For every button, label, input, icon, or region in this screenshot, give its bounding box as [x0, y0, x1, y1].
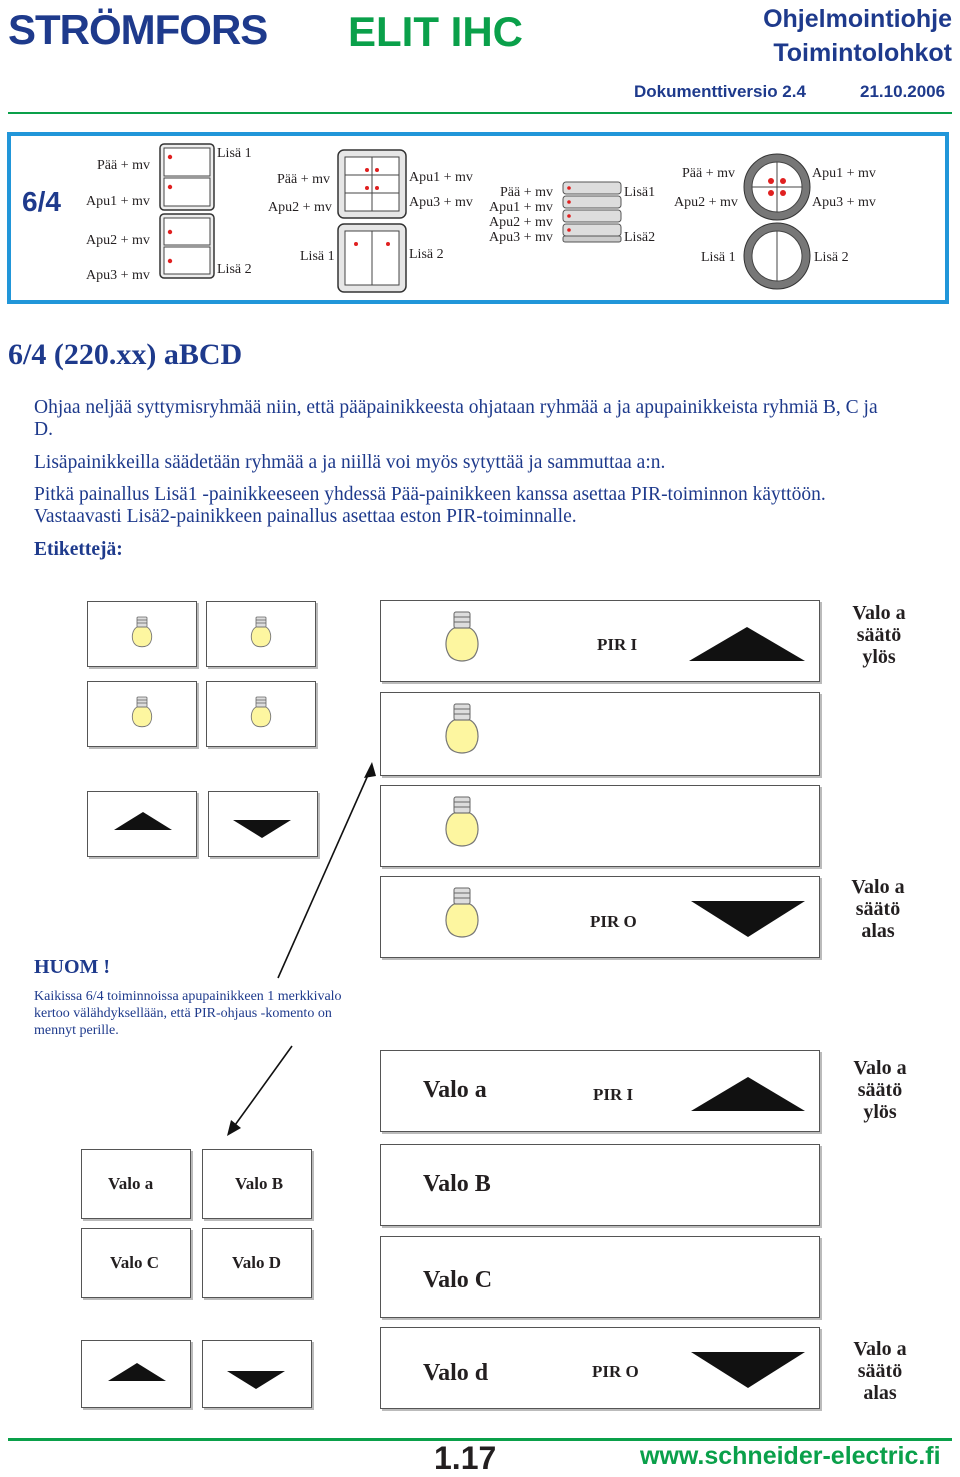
- label-card-valo-a-pir-on: [380, 1050, 820, 1132]
- valo-d-text: Valo d: [423, 1360, 489, 1386]
- function-code: 6/4: [22, 186, 61, 217]
- caption-valo-saato-ylos: [848, 602, 910, 668]
- label-card-valo-b: [380, 1144, 820, 1226]
- label-lisa2: Lisä 2: [217, 262, 252, 277]
- pointer-arrows: [220, 760, 380, 1140]
- label-card-bulb: [87, 601, 197, 667]
- pir-on-label: PIR I: [593, 1085, 634, 1104]
- label-lisa2-compact: Lisä2: [624, 230, 656, 245]
- caption-line: Valo a: [852, 602, 906, 624]
- label-card-bulb: [87, 681, 197, 747]
- caption-line: alas: [863, 1382, 897, 1404]
- section-heading: 6/4 (220.xx) aBCD: [8, 338, 243, 371]
- document-date: 21.10.2006: [860, 82, 946, 101]
- label-card-valo-b-small: [202, 1149, 312, 1219]
- label-paa-mv-3: Pää + mv: [500, 185, 553, 200]
- valo-c-text: Valo C: [423, 1267, 493, 1293]
- arrow-down-icon: [689, 1350, 807, 1390]
- caption-line: ylös: [863, 1101, 897, 1123]
- valo-b-text: Valo B: [235, 1174, 284, 1193]
- label-lisa1-2: Lisä 1: [300, 249, 335, 264]
- valo-b-text: Valo B: [423, 1171, 491, 1197]
- document-title: [763, 2, 952, 70]
- light-bulb-icon: [443, 796, 481, 858]
- label-lisa1-compact: Lisä1: [624, 185, 656, 200]
- label-card-pir-on-up: [380, 600, 820, 682]
- valo-c-text: Valo C: [110, 1253, 159, 1272]
- label-lisa1-4: Lisä 1: [701, 250, 736, 265]
- label-lisa2-4: Lisä 2: [814, 250, 849, 265]
- caption-line: säätö: [855, 898, 901, 920]
- website-link[interactable]: www.schneider-electric.fi: [640, 1442, 941, 1470]
- label-apu3-mv-3: Apu3 + mv: [489, 230, 553, 245]
- label-card-valo-d-pir-off: [380, 1327, 820, 1409]
- caption-line: säätö: [857, 1360, 903, 1382]
- pir-off-label: PIR O: [592, 1362, 639, 1381]
- label-card-bulb: [206, 601, 316, 667]
- valo-d-text: Valo D: [232, 1253, 281, 1272]
- label-card-valo-c: [380, 1236, 820, 1318]
- label-apu2-mv-4: Apu2 + mv: [674, 195, 738, 210]
- light-bulb-icon: [249, 616, 273, 654]
- document-title-line1: Ohjelmointiohje: [763, 5, 952, 33]
- light-bulb-icon: [130, 696, 154, 734]
- product-name: ELIT IHC: [348, 8, 523, 55]
- arrow-down-icon: [689, 899, 807, 939]
- label-apu3-mv: Apu3 + mv: [86, 268, 150, 283]
- paragraph-2: Lisäpainikkeilla säädetään ryhmää a ja niillä voi myös sytyttää ja sammuttaa a:n.: [34, 452, 666, 473]
- document-title-line2: Toimintolohkot: [773, 39, 952, 67]
- label-apu1-mv-3: Apu1 + mv: [489, 200, 553, 215]
- page-number: 1.17: [434, 1440, 497, 1476]
- rocker-switch-double-icon: [158, 140, 216, 280]
- arrow-up-icon: [106, 1361, 168, 1383]
- arrow-down-icon: [225, 1369, 287, 1391]
- label-card-bulb-large: [380, 692, 820, 776]
- arrow-up-icon: [689, 1075, 807, 1113]
- paragraph-1: Ohjaa neljää syttymisryhmää niin, että pääpainikkeesta ohjataan ryhmää a ja apupainikkeista ryhmiä B, C ja D.: [34, 397, 878, 440]
- light-bulb-icon: [443, 887, 481, 949]
- label-apu2-mv-2: Apu2 + mv: [268, 200, 332, 215]
- label-card-arrow-up: [81, 1340, 191, 1408]
- label-apu1-mv: Apu1 + mv: [86, 194, 150, 209]
- note-title: HUOM !: [34, 956, 111, 978]
- label-paa-mv: Pää + mv: [97, 158, 150, 173]
- caption-valo-saato-ylos-2: [849, 1057, 911, 1123]
- caption-line: säätö: [856, 624, 902, 646]
- label-apu1-mv-2: Apu1 + mv: [409, 170, 473, 185]
- valo-a-text: Valo a: [423, 1077, 487, 1103]
- label-card-pir-off-down: [380, 876, 820, 958]
- label-card-bulb-large: [380, 785, 820, 867]
- label-apu3-mv-2: Apu3 + mv: [409, 195, 473, 210]
- light-bulb-icon: [249, 696, 273, 734]
- paragraph-3: Pitkä painallus Lisä1 -painikkeeseen yhdessä Pää-painikkeen kanssa asettaa PIR-toiminnon käyttöön. Vastaavasti Lisä2-painikkeen painallus asettaa eston PIR-toiminnalle.: [34, 484, 826, 527]
- label-paa-mv-4: Pää + mv: [682, 166, 735, 181]
- label-card-bulb: [206, 681, 316, 747]
- label-apu2-mv-3: Apu2 + mv: [489, 215, 553, 230]
- arrow-up-icon: [112, 810, 174, 832]
- label-apu1-mv-4: Apu1 + mv: [812, 166, 876, 181]
- round-switch-icon: [742, 150, 812, 290]
- arrow-up-icon: [687, 625, 807, 663]
- pir-on-label: PIR I: [597, 635, 638, 654]
- document-version: Dokumenttiversio 2.4: [634, 82, 806, 101]
- light-bulb-icon: [443, 703, 481, 765]
- brand-logo: STRÖMFORS: [8, 6, 268, 53]
- light-bulb-icon: [443, 611, 481, 673]
- label-paa-mv-2: Pää + mv: [277, 172, 330, 187]
- caption-line: Valo a: [853, 1057, 907, 1079]
- valo-a-text: Valo a: [108, 1174, 154, 1193]
- light-bulb-icon: [130, 616, 154, 654]
- caption-line: Valo a: [853, 1338, 907, 1360]
- label-card-valo-d-small: [202, 1228, 312, 1298]
- caption-line: ylös: [862, 646, 896, 668]
- labels-heading: Etikettejä:: [34, 539, 123, 560]
- slim-switch-stack-icon: [562, 180, 622, 246]
- label-card-arrow-up: [87, 791, 197, 857]
- caption-line: alas: [861, 920, 895, 942]
- caption-valo-saato-alas-2: [849, 1338, 911, 1404]
- label-apu2-mv: Apu2 + mv: [86, 233, 150, 248]
- multi-button-switch-icon: [336, 148, 408, 294]
- label-apu3-mv-4: Apu3 + mv: [812, 195, 876, 210]
- note-text: Kaikissa 6/4 toiminnoissa apupainikkeen 1 merkkivalo kertoo välähdyksellään, että PIR-ohjaus -komento on mennyt perille.: [34, 989, 342, 1038]
- caption-valo-saato-alas: [847, 876, 909, 942]
- pir-off-label: PIR O: [590, 912, 637, 931]
- label-lisa2-2: Lisä 2: [409, 247, 444, 262]
- caption-line: säätö: [857, 1079, 903, 1101]
- header-divider: [8, 112, 952, 114]
- label-card-valo-a-small: [81, 1149, 191, 1219]
- label-card-valo-c-small: [81, 1228, 191, 1298]
- caption-line: Valo a: [851, 876, 905, 898]
- label-lisa1: Lisä 1: [217, 146, 252, 161]
- label-card-arrow-down: [202, 1340, 312, 1408]
